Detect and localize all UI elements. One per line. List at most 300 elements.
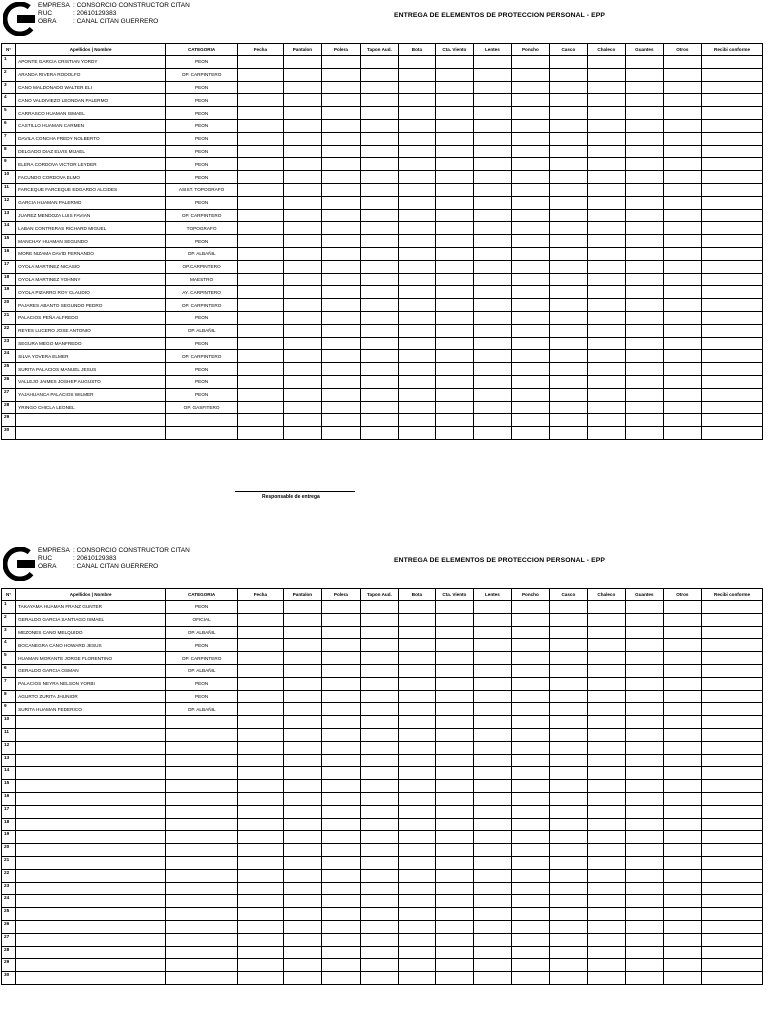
entry-cell[interactable] bbox=[474, 882, 511, 895]
entry-cell[interactable] bbox=[322, 119, 361, 132]
entry-cell[interactable] bbox=[511, 56, 550, 69]
entry-cell[interactable] bbox=[702, 427, 763, 440]
entry-cell[interactable] bbox=[399, 882, 435, 895]
entry-cell[interactable] bbox=[474, 767, 511, 780]
entry-cell[interactable] bbox=[283, 260, 322, 273]
entry-cell[interactable] bbox=[626, 856, 663, 869]
entry-cell[interactable] bbox=[360, 68, 399, 81]
entry-cell[interactable] bbox=[283, 324, 322, 337]
entry-cell[interactable] bbox=[702, 235, 763, 248]
entry-cell[interactable] bbox=[360, 716, 399, 729]
entry-cell[interactable] bbox=[322, 613, 361, 626]
entry-cell[interactable] bbox=[511, 145, 550, 158]
entry-cell[interactable] bbox=[587, 844, 626, 857]
entry-cell[interactable] bbox=[360, 132, 399, 145]
entry-cell[interactable] bbox=[587, 728, 626, 741]
entry-cell[interactable] bbox=[511, 260, 550, 273]
entry-cell[interactable] bbox=[283, 427, 322, 440]
entry-cell[interactable] bbox=[702, 920, 763, 933]
entry-cell[interactable] bbox=[702, 388, 763, 401]
entry-cell[interactable] bbox=[702, 375, 763, 388]
entry-cell[interactable] bbox=[550, 908, 587, 921]
entry-cell[interactable] bbox=[511, 209, 550, 222]
entry-cell[interactable] bbox=[283, 81, 322, 94]
entry-cell[interactable] bbox=[399, 414, 435, 427]
entry-cell[interactable] bbox=[587, 754, 626, 767]
entry-cell[interactable] bbox=[663, 690, 702, 703]
entry-cell[interactable] bbox=[399, 260, 435, 273]
entry-cell[interactable] bbox=[702, 703, 763, 716]
entry-cell[interactable] bbox=[435, 818, 474, 831]
entry-cell[interactable] bbox=[322, 375, 361, 388]
entry-cell[interactable] bbox=[626, 388, 663, 401]
entry-cell[interactable] bbox=[360, 767, 399, 780]
entry-cell[interactable] bbox=[663, 375, 702, 388]
entry-cell[interactable] bbox=[399, 324, 435, 337]
entry-cell[interactable] bbox=[435, 972, 474, 985]
entry-cell[interactable] bbox=[360, 728, 399, 741]
entry-cell[interactable] bbox=[435, 639, 474, 652]
entry-cell[interactable] bbox=[663, 946, 702, 959]
entry-cell[interactable] bbox=[435, 68, 474, 81]
entry-cell[interactable] bbox=[283, 119, 322, 132]
entry-cell[interactable] bbox=[474, 639, 511, 652]
entry-cell[interactable] bbox=[360, 959, 399, 972]
entry-cell[interactable] bbox=[511, 132, 550, 145]
entry-cell[interactable] bbox=[511, 350, 550, 363]
entry-cell[interactable] bbox=[511, 818, 550, 831]
entry-cell[interactable] bbox=[322, 652, 361, 665]
entry-cell[interactable] bbox=[399, 690, 435, 703]
entry-cell[interactable] bbox=[702, 613, 763, 626]
entry-cell[interactable] bbox=[626, 933, 663, 946]
entry-cell[interactable] bbox=[399, 959, 435, 972]
entry-cell[interactable] bbox=[322, 792, 361, 805]
entry-cell[interactable] bbox=[238, 920, 284, 933]
entry-cell[interactable] bbox=[322, 299, 361, 312]
entry-cell[interactable] bbox=[663, 324, 702, 337]
entry-cell[interactable] bbox=[399, 767, 435, 780]
entry-cell[interactable] bbox=[322, 856, 361, 869]
entry-cell[interactable] bbox=[474, 311, 511, 324]
entry-cell[interactable] bbox=[474, 247, 511, 260]
entry-cell[interactable] bbox=[322, 107, 361, 120]
entry-cell[interactable] bbox=[283, 94, 322, 107]
entry-cell[interactable] bbox=[511, 119, 550, 132]
entry-cell[interactable] bbox=[283, 972, 322, 985]
entry-cell[interactable] bbox=[702, 350, 763, 363]
entry-cell[interactable] bbox=[322, 703, 361, 716]
entry-cell[interactable] bbox=[626, 895, 663, 908]
entry-cell[interactable] bbox=[435, 107, 474, 120]
entry-cell[interactable] bbox=[511, 664, 550, 677]
entry-cell[interactable] bbox=[399, 869, 435, 882]
entry-cell[interactable] bbox=[663, 56, 702, 69]
entry-cell[interactable] bbox=[663, 908, 702, 921]
entry-cell[interactable] bbox=[550, 844, 587, 857]
entry-cell[interactable] bbox=[626, 235, 663, 248]
entry-cell[interactable] bbox=[435, 895, 474, 908]
entry-cell[interactable] bbox=[511, 908, 550, 921]
entry-cell[interactable] bbox=[702, 741, 763, 754]
entry-cell[interactable] bbox=[511, 933, 550, 946]
entry-cell[interactable] bbox=[399, 728, 435, 741]
entry-cell[interactable] bbox=[283, 68, 322, 81]
entry-cell[interactable] bbox=[283, 56, 322, 69]
entry-cell[interactable] bbox=[663, 882, 702, 895]
entry-cell[interactable] bbox=[474, 780, 511, 793]
entry-cell[interactable] bbox=[587, 933, 626, 946]
entry-cell[interactable] bbox=[238, 145, 284, 158]
entry-cell[interactable] bbox=[238, 260, 284, 273]
entry-cell[interactable] bbox=[626, 299, 663, 312]
entry-cell[interactable] bbox=[238, 56, 284, 69]
entry-cell[interactable] bbox=[360, 831, 399, 844]
entry-cell[interactable] bbox=[511, 716, 550, 729]
entry-cell[interactable] bbox=[322, 639, 361, 652]
entry-cell[interactable] bbox=[587, 222, 626, 235]
entry-cell[interactable] bbox=[663, 844, 702, 857]
entry-cell[interactable] bbox=[702, 728, 763, 741]
entry-cell[interactable] bbox=[587, 831, 626, 844]
entry-cell[interactable] bbox=[360, 601, 399, 614]
entry-cell[interactable] bbox=[663, 171, 702, 184]
entry-cell[interactable] bbox=[435, 273, 474, 286]
entry-cell[interactable] bbox=[238, 728, 284, 741]
entry-cell[interactable] bbox=[474, 286, 511, 299]
entry-cell[interactable] bbox=[322, 427, 361, 440]
entry-cell[interactable] bbox=[587, 363, 626, 376]
entry-cell[interactable] bbox=[238, 856, 284, 869]
entry-cell[interactable] bbox=[238, 94, 284, 107]
entry-cell[interactable] bbox=[360, 311, 399, 324]
entry-cell[interactable] bbox=[360, 350, 399, 363]
entry-cell[interactable] bbox=[702, 81, 763, 94]
entry-cell[interactable] bbox=[435, 664, 474, 677]
entry-cell[interactable] bbox=[511, 375, 550, 388]
entry-cell[interactable] bbox=[322, 401, 361, 414]
entry-cell[interactable] bbox=[238, 882, 284, 895]
entry-cell[interactable] bbox=[360, 703, 399, 716]
entry-cell[interactable] bbox=[702, 626, 763, 639]
entry-cell[interactable] bbox=[435, 363, 474, 376]
entry-cell[interactable] bbox=[663, 81, 702, 94]
entry-cell[interactable] bbox=[550, 869, 587, 882]
entry-cell[interactable] bbox=[360, 882, 399, 895]
entry-cell[interactable] bbox=[360, 286, 399, 299]
entry-cell[interactable] bbox=[399, 81, 435, 94]
entry-cell[interactable] bbox=[550, 882, 587, 895]
entry-cell[interactable] bbox=[283, 337, 322, 350]
entry-cell[interactable] bbox=[663, 94, 702, 107]
entry-cell[interactable] bbox=[399, 68, 435, 81]
entry-cell[interactable] bbox=[702, 716, 763, 729]
entry-cell[interactable] bbox=[322, 324, 361, 337]
entry-cell[interactable] bbox=[550, 818, 587, 831]
entry-cell[interactable] bbox=[474, 869, 511, 882]
entry-cell[interactable] bbox=[399, 972, 435, 985]
entry-cell[interactable] bbox=[238, 626, 284, 639]
entry-cell[interactable] bbox=[399, 716, 435, 729]
entry-cell[interactable] bbox=[587, 388, 626, 401]
entry-cell[interactable] bbox=[283, 818, 322, 831]
entry-cell[interactable] bbox=[283, 235, 322, 248]
entry-cell[interactable] bbox=[626, 337, 663, 350]
entry-cell[interactable] bbox=[238, 690, 284, 703]
entry-cell[interactable] bbox=[663, 427, 702, 440]
entry-cell[interactable] bbox=[435, 132, 474, 145]
entry-cell[interactable] bbox=[550, 856, 587, 869]
entry-cell[interactable] bbox=[322, 363, 361, 376]
entry-cell[interactable] bbox=[702, 601, 763, 614]
entry-cell[interactable] bbox=[322, 273, 361, 286]
entry-cell[interactable] bbox=[587, 260, 626, 273]
entry-cell[interactable] bbox=[702, 324, 763, 337]
entry-cell[interactable] bbox=[360, 933, 399, 946]
entry-cell[interactable] bbox=[587, 741, 626, 754]
entry-cell[interactable] bbox=[238, 299, 284, 312]
entry-cell[interactable] bbox=[511, 959, 550, 972]
entry-cell[interactable] bbox=[702, 158, 763, 171]
entry-cell[interactable] bbox=[663, 601, 702, 614]
entry-cell[interactable] bbox=[702, 677, 763, 690]
entry-cell[interactable] bbox=[399, 792, 435, 805]
entry-cell[interactable] bbox=[435, 145, 474, 158]
entry-cell[interactable] bbox=[360, 946, 399, 959]
entry-cell[interactable] bbox=[322, 716, 361, 729]
entry-cell[interactable] bbox=[663, 107, 702, 120]
entry-cell[interactable] bbox=[663, 119, 702, 132]
entry-cell[interactable] bbox=[283, 690, 322, 703]
entry-cell[interactable] bbox=[474, 613, 511, 626]
entry-cell[interactable] bbox=[322, 818, 361, 831]
entry-cell[interactable] bbox=[702, 831, 763, 844]
entry-cell[interactable] bbox=[474, 375, 511, 388]
entry-cell[interactable] bbox=[702, 222, 763, 235]
entry-cell[interactable] bbox=[663, 767, 702, 780]
entry-cell[interactable] bbox=[511, 639, 550, 652]
entry-cell[interactable] bbox=[587, 286, 626, 299]
entry-cell[interactable] bbox=[238, 427, 284, 440]
entry-cell[interactable] bbox=[474, 132, 511, 145]
entry-cell[interactable] bbox=[238, 895, 284, 908]
entry-cell[interactable] bbox=[663, 703, 702, 716]
entry-cell[interactable] bbox=[360, 818, 399, 831]
entry-cell[interactable] bbox=[360, 895, 399, 908]
entry-cell[interactable] bbox=[550, 286, 587, 299]
entry-cell[interactable] bbox=[399, 844, 435, 857]
entry-cell[interactable] bbox=[511, 972, 550, 985]
entry-cell[interactable] bbox=[322, 337, 361, 350]
entry-cell[interactable] bbox=[360, 171, 399, 184]
entry-cell[interactable] bbox=[399, 375, 435, 388]
entry-cell[interactable] bbox=[702, 664, 763, 677]
entry-cell[interactable] bbox=[474, 805, 511, 818]
entry-cell[interactable] bbox=[474, 754, 511, 767]
entry-cell[interactable] bbox=[626, 350, 663, 363]
entry-cell[interactable] bbox=[283, 414, 322, 427]
entry-cell[interactable] bbox=[663, 741, 702, 754]
entry-cell[interactable] bbox=[550, 107, 587, 120]
entry-cell[interactable] bbox=[283, 677, 322, 690]
entry-cell[interactable] bbox=[550, 639, 587, 652]
entry-cell[interactable] bbox=[399, 613, 435, 626]
entry-cell[interactable] bbox=[360, 145, 399, 158]
entry-cell[interactable] bbox=[474, 388, 511, 401]
entry-cell[interactable] bbox=[283, 856, 322, 869]
entry-cell[interactable] bbox=[474, 183, 511, 196]
entry-cell[interactable] bbox=[238, 158, 284, 171]
entry-cell[interactable] bbox=[550, 388, 587, 401]
entry-cell[interactable] bbox=[626, 959, 663, 972]
entry-cell[interactable] bbox=[435, 350, 474, 363]
entry-cell[interactable] bbox=[399, 209, 435, 222]
entry-cell[interactable] bbox=[435, 235, 474, 248]
entry-cell[interactable] bbox=[663, 286, 702, 299]
entry-cell[interactable] bbox=[322, 805, 361, 818]
entry-cell[interactable] bbox=[360, 792, 399, 805]
entry-cell[interactable] bbox=[550, 299, 587, 312]
entry-cell[interactable] bbox=[238, 363, 284, 376]
entry-cell[interactable] bbox=[702, 652, 763, 665]
entry-cell[interactable] bbox=[435, 613, 474, 626]
entry-cell[interactable] bbox=[626, 119, 663, 132]
entry-cell[interactable] bbox=[511, 363, 550, 376]
entry-cell[interactable] bbox=[587, 81, 626, 94]
entry-cell[interactable] bbox=[550, 741, 587, 754]
entry-cell[interactable] bbox=[511, 81, 550, 94]
entry-cell[interactable] bbox=[399, 818, 435, 831]
entry-cell[interactable] bbox=[399, 908, 435, 921]
entry-cell[interactable] bbox=[474, 414, 511, 427]
entry-cell[interactable] bbox=[360, 119, 399, 132]
entry-cell[interactable] bbox=[322, 81, 361, 94]
entry-cell[interactable] bbox=[283, 908, 322, 921]
entry-cell[interactable] bbox=[587, 171, 626, 184]
entry-cell[interactable] bbox=[626, 68, 663, 81]
entry-cell[interactable] bbox=[474, 350, 511, 363]
entry-cell[interactable] bbox=[587, 107, 626, 120]
entry-cell[interactable] bbox=[360, 107, 399, 120]
entry-cell[interactable] bbox=[322, 222, 361, 235]
entry-cell[interactable] bbox=[550, 703, 587, 716]
entry-cell[interactable] bbox=[550, 145, 587, 158]
entry-cell[interactable] bbox=[587, 959, 626, 972]
entry-cell[interactable] bbox=[399, 94, 435, 107]
entry-cell[interactable] bbox=[238, 933, 284, 946]
entry-cell[interactable] bbox=[626, 209, 663, 222]
entry-cell[interactable] bbox=[511, 273, 550, 286]
entry-cell[interactable] bbox=[435, 183, 474, 196]
entry-cell[interactable] bbox=[399, 401, 435, 414]
entry-cell[interactable] bbox=[360, 920, 399, 933]
entry-cell[interactable] bbox=[587, 920, 626, 933]
entry-cell[interactable] bbox=[322, 754, 361, 767]
entry-cell[interactable] bbox=[360, 754, 399, 767]
entry-cell[interactable] bbox=[399, 388, 435, 401]
entry-cell[interactable] bbox=[360, 158, 399, 171]
entry-cell[interactable] bbox=[322, 895, 361, 908]
entry-cell[interactable] bbox=[663, 350, 702, 363]
entry-cell[interactable] bbox=[322, 311, 361, 324]
entry-cell[interactable] bbox=[663, 933, 702, 946]
entry-cell[interactable] bbox=[626, 183, 663, 196]
entry-cell[interactable] bbox=[435, 81, 474, 94]
entry-cell[interactable] bbox=[550, 132, 587, 145]
entry-cell[interactable] bbox=[283, 363, 322, 376]
entry-cell[interactable] bbox=[550, 171, 587, 184]
entry-cell[interactable] bbox=[399, 652, 435, 665]
entry-cell[interactable] bbox=[663, 388, 702, 401]
entry-cell[interactable] bbox=[435, 946, 474, 959]
entry-cell[interactable] bbox=[474, 908, 511, 921]
entry-cell[interactable] bbox=[399, 107, 435, 120]
entry-cell[interactable] bbox=[474, 222, 511, 235]
entry-cell[interactable] bbox=[626, 601, 663, 614]
entry-cell[interactable] bbox=[702, 196, 763, 209]
entry-cell[interactable] bbox=[360, 414, 399, 427]
entry-cell[interactable] bbox=[238, 119, 284, 132]
entry-cell[interactable] bbox=[399, 145, 435, 158]
entry-cell[interactable] bbox=[283, 158, 322, 171]
entry-cell[interactable] bbox=[474, 401, 511, 414]
entry-cell[interactable] bbox=[587, 375, 626, 388]
entry-cell[interactable] bbox=[322, 959, 361, 972]
entry-cell[interactable] bbox=[322, 831, 361, 844]
entry-cell[interactable] bbox=[360, 427, 399, 440]
entry-cell[interactable] bbox=[626, 639, 663, 652]
entry-cell[interactable] bbox=[626, 260, 663, 273]
entry-cell[interactable] bbox=[435, 209, 474, 222]
entry-cell[interactable] bbox=[435, 780, 474, 793]
entry-cell[interactable] bbox=[238, 196, 284, 209]
entry-cell[interactable] bbox=[238, 805, 284, 818]
entry-cell[interactable] bbox=[283, 350, 322, 363]
entry-cell[interactable] bbox=[474, 363, 511, 376]
entry-cell[interactable] bbox=[238, 831, 284, 844]
entry-cell[interactable] bbox=[322, 235, 361, 248]
entry-cell[interactable] bbox=[322, 247, 361, 260]
entry-cell[interactable] bbox=[322, 908, 361, 921]
entry-cell[interactable] bbox=[474, 158, 511, 171]
entry-cell[interactable] bbox=[399, 601, 435, 614]
entry-cell[interactable] bbox=[360, 247, 399, 260]
entry-cell[interactable] bbox=[626, 664, 663, 677]
entry-cell[interactable] bbox=[360, 908, 399, 921]
entry-cell[interactable] bbox=[283, 273, 322, 286]
entry-cell[interactable] bbox=[399, 626, 435, 639]
entry-cell[interactable] bbox=[587, 690, 626, 703]
entry-cell[interactable] bbox=[626, 652, 663, 665]
entry-cell[interactable] bbox=[238, 286, 284, 299]
entry-cell[interactable] bbox=[511, 626, 550, 639]
entry-cell[interactable] bbox=[663, 145, 702, 158]
entry-cell[interactable] bbox=[550, 652, 587, 665]
entry-cell[interactable] bbox=[322, 946, 361, 959]
entry-cell[interactable] bbox=[511, 324, 550, 337]
entry-cell[interactable] bbox=[360, 639, 399, 652]
entry-cell[interactable] bbox=[399, 754, 435, 767]
entry-cell[interactable] bbox=[550, 895, 587, 908]
entry-cell[interactable] bbox=[238, 388, 284, 401]
entry-cell[interactable] bbox=[474, 716, 511, 729]
entry-cell[interactable] bbox=[238, 401, 284, 414]
entry-cell[interactable] bbox=[626, 311, 663, 324]
entry-cell[interactable] bbox=[435, 171, 474, 184]
entry-cell[interactable] bbox=[550, 831, 587, 844]
entry-cell[interactable] bbox=[702, 132, 763, 145]
entry-cell[interactable] bbox=[399, 427, 435, 440]
